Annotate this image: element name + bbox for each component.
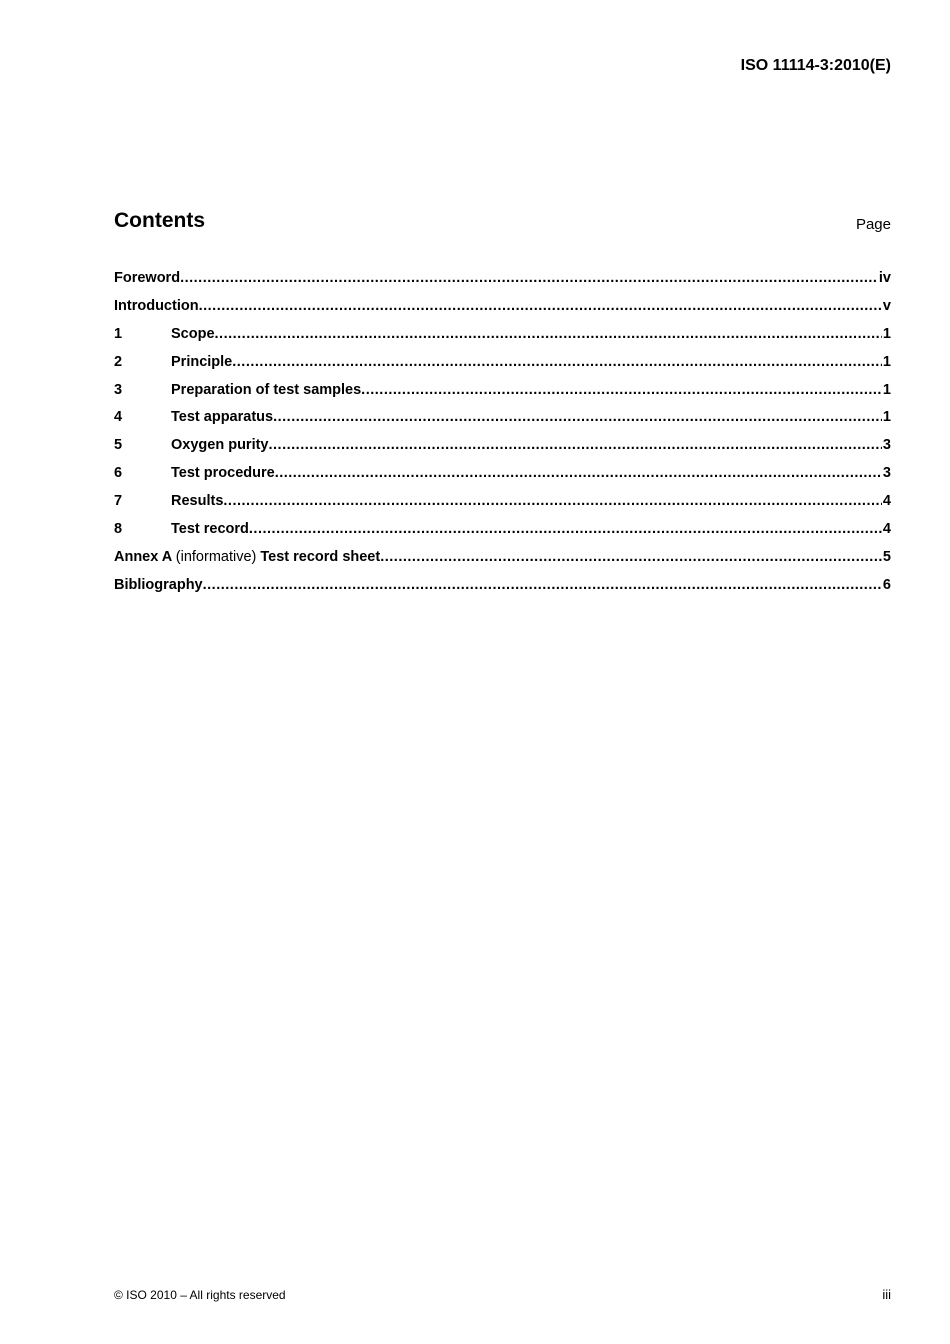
page-number: iii — [882, 1287, 891, 1302]
toc-entry-title: Test procedure — [171, 465, 275, 482]
toc-entry-number: 2 — [114, 353, 123, 370]
toc-entry-page: 5 — [882, 548, 891, 565]
toc-entry-title — [114, 547, 380, 567]
toc-entry-title: Principle — [171, 353, 233, 370]
toc-entry-oxygen-purity[interactable] — [114, 435, 891, 463]
toc-entry-scope[interactable] — [114, 324, 891, 352]
toc-entry-number: 3 — [114, 381, 123, 398]
toc-entry-page: 1 — [882, 325, 891, 342]
toc-dot-leader — [275, 463, 882, 483]
toc-entry-page: 6 — [882, 576, 891, 593]
toc-dot-leader — [223, 491, 882, 511]
toc-entry-number: 6 — [114, 465, 123, 482]
toc-entry-title: Preparation of test samples — [171, 381, 362, 398]
toc-entry-page: 4 — [882, 521, 891, 538]
toc-entry-title: Test apparatus — [171, 409, 274, 426]
toc-entry-page: 1 — [882, 353, 891, 370]
toc-entry-page: 1 — [882, 409, 891, 426]
copyright-notice: © ISO 2010 – All rights reserved — [114, 1288, 286, 1302]
toc-dot-leader — [361, 380, 882, 400]
toc-entry-bibliography[interactable] — [114, 575, 891, 603]
toc-entry-page: 3 — [882, 437, 891, 454]
toc-entry-title: Scope — [171, 325, 215, 342]
toc-dot-leader — [232, 352, 882, 372]
toc-dot-leader — [199, 296, 882, 316]
table-of-contents — [114, 268, 891, 603]
toc-entry-page: iv — [878, 270, 891, 286]
toc-entry-page: v — [882, 297, 891, 314]
toc-entry-title: Test record — [171, 521, 249, 538]
toc-entry-title: Oxygen purity — [171, 437, 269, 454]
toc-entry-page: 4 — [882, 493, 891, 510]
toc-dot-leader — [273, 407, 882, 427]
toc-entry-title: Bibliography — [114, 576, 203, 593]
toc-dot-leader — [215, 324, 882, 344]
toc-entry-annex-a[interactable] — [114, 547, 891, 575]
toc-entry-number: 8 — [114, 521, 123, 538]
toc-entry-number: 4 — [114, 409, 123, 426]
toc-entry-principle[interactable] — [114, 352, 891, 380]
toc-annex-note: (informative) — [175, 548, 257, 565]
toc-dot-leader — [249, 519, 882, 539]
toc-entry-preparation-of-test-samples[interactable] — [114, 380, 891, 408]
toc-annex-prefix: Annex A — [114, 548, 172, 565]
toc-entry-title: Results — [171, 493, 224, 510]
toc-entry-foreword[interactable] — [114, 268, 891, 296]
contents-heading: Contents — [114, 209, 205, 232]
toc-entry-test-record[interactable] — [114, 519, 891, 547]
toc-entry-page: 1 — [882, 381, 891, 398]
toc-dot-leader — [380, 547, 882, 567]
toc-dot-leader — [180, 268, 878, 288]
toc-dot-leader — [203, 575, 882, 595]
toc-annex-title: Test record sheet — [260, 548, 381, 565]
toc-entry-page: 3 — [882, 465, 891, 482]
toc-entry-number: 1 — [114, 325, 123, 342]
page-column-label: Page — [855, 216, 891, 233]
toc-entry-test-apparatus[interactable] — [114, 407, 891, 435]
toc-entry-title: Foreword — [114, 270, 181, 286]
toc-entry-test-procedure[interactable] — [114, 463, 891, 491]
toc-entry-title: Introduction — [114, 297, 199, 314]
document-id: ISO 11114-3:2010(E) — [740, 57, 891, 74]
toc-entry-number: 7 — [114, 493, 123, 510]
toc-entry-number: 5 — [114, 437, 123, 454]
toc-entry-introduction[interactable] — [114, 296, 891, 324]
toc-entry-results[interactable] — [114, 491, 891, 519]
toc-dot-leader — [269, 435, 882, 455]
